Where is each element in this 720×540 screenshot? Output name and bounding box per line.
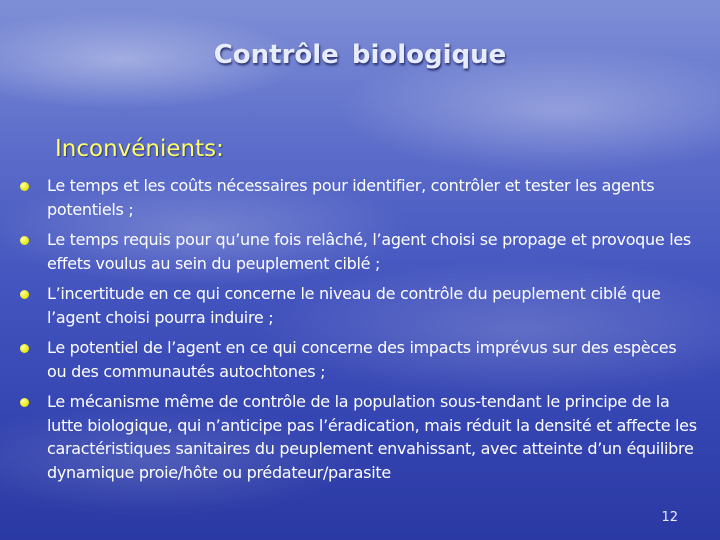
slide-subtitle: Inconvénients: — [55, 136, 224, 162]
bullet-item — [20, 282, 700, 329]
bullet-text: Le mécanisme même de contrôle de la population sous-tendant le principe de la lutte biologique, qui n’anticipe pas l’éradication, mais réduit la densité et affecte les caractéristiques sanitaires du peuplement envahissant, avec atteinte d’un équilibre dynamique proie/hôte ou prédateur/parasite — [47, 392, 697, 482]
bullet-marker-icon — [20, 182, 29, 191]
bullet-text: Le temps et les coûts nécessaires pour identifier, contrôler et tester les agents potentiels ; — [47, 176, 655, 219]
bullet-text: L’incertitude en ce qui concerne le niveau de contrôle du peuplement ciblé que l’agent choisi pourra induire ; — [47, 284, 661, 327]
page-number: 12 — [661, 510, 678, 525]
bullet-item — [20, 390, 700, 484]
bullet-text: Le potentiel de l’agent en ce qui concerne des impacts imprévus sur des espèces ou des communautés autochtones ; — [47, 338, 677, 381]
bullet-text: Le temps requis pour qu’une fois relâché, l’agent choisi se propage et provoque les effets voulus au sein du peuplement ciblé ; — [47, 230, 691, 273]
bullet-item — [20, 336, 700, 383]
bullet-marker-icon — [20, 344, 29, 353]
bullet-marker-icon — [20, 290, 29, 299]
bullet-marker-icon — [20, 236, 29, 245]
bullet-item — [20, 228, 700, 275]
bullet-marker-icon — [20, 398, 29, 407]
slide-title: Contrôle biologique — [213, 40, 507, 70]
bullet-list — [20, 174, 700, 491]
bullet-item — [20, 174, 700, 221]
